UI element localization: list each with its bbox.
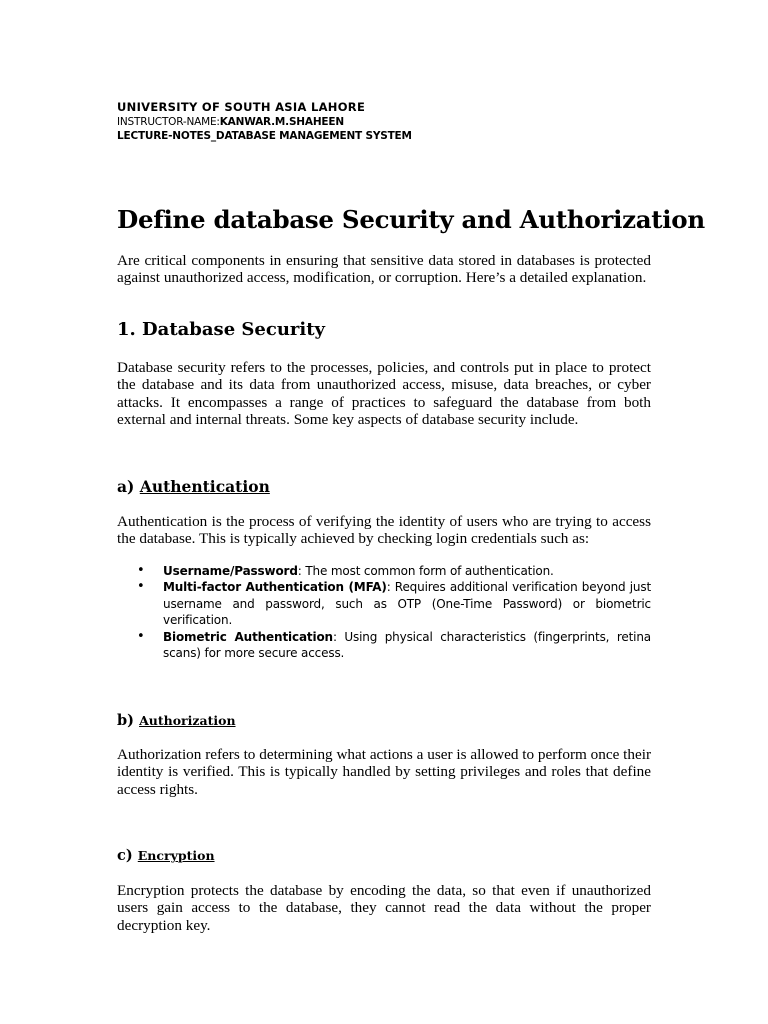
subheading-marker: c) [117,847,133,864]
subheading-encryption [117,847,215,864]
encryption-block [117,882,651,934]
subheading-authentication [117,477,270,496]
subheading-marker: b) [117,712,134,729]
encryption-paragraph: Encryption protects the database by encoding the data, so that even if unauthorized users gain access to the database, they cannot read the data without the proper decryption key. [117,882,651,934]
document-header [117,100,657,143]
instructor-line [117,115,657,129]
subheading-label: Authentication [139,477,270,496]
authorization-block [117,746,651,798]
intro-block [117,252,651,287]
list-item-description: : Requires additional verification beyond just username and password, such as OTP (One-Time Password) or biometric verification. [163,580,651,628]
subheading-authorization [117,712,236,729]
list-item [135,579,651,628]
list-item-term: Biometric Authentication [163,629,333,644]
section-heading-database-security: 1. Database Security [117,319,326,340]
subheading-label: Encryption [137,848,215,863]
lecture-notes-title: LECTURE-NOTES_DATABASE MANAGEMENT SYSTEM [117,130,412,142]
authentication-methods-list [135,563,651,661]
list-item-description: : Using physical characteristics (fingerprints, retina scans) for more secure access. [163,629,651,661]
bullet-icon: • [137,579,145,595]
authentication-paragraph: Authentication is the process of verifying the identity of users who are trying to access the database. This is typically achieved by checking login credentials such as: [117,513,651,548]
authentication-block [117,513,651,548]
instructor-name: KANWAR.M.SHAHEEN [219,116,344,128]
bullet-icon: • [137,563,145,578]
list-item-description: : The most common form of authentication. [297,564,554,578]
bullet-icon: • [137,628,145,644]
authorization-paragraph: Authorization refers to determining what actions a user is allowed to perform once their identity is verified. This is typically handled by setting privileges and roles that define access rights. [117,746,651,798]
intro-paragraph: Are critical components in ensuring that sensitive data stored in databases is protected against unauthorized access, modification, or corruption. Here’s a detailed explanation. [117,252,651,287]
database-security-block [117,359,651,428]
subheading-marker: a) [117,477,135,496]
list-item-term: Username/Password [163,564,298,578]
subheading-label: Authorization [139,713,236,728]
database-security-paragraph: Database security refers to the processes, policies, and controls put in place to protect the database and its data from unauthorized access, misuse, data breaches, or cyber attacks. It encompasses a range of practices to safeguard the database from both external and internal threats. Some key aspects of database security include. [117,359,651,428]
instructor-label: INSTRUCTOR-NAME: [117,116,220,128]
page-title: Define database Security and Authorization [117,205,705,234]
university-name: UNIVERSITY OF SOUTH ASIA LAHORE [117,100,366,114]
list-item [135,563,651,579]
list-item [135,629,651,662]
list-item-term: Multi-factor Authentication (MFA) [163,580,387,595]
